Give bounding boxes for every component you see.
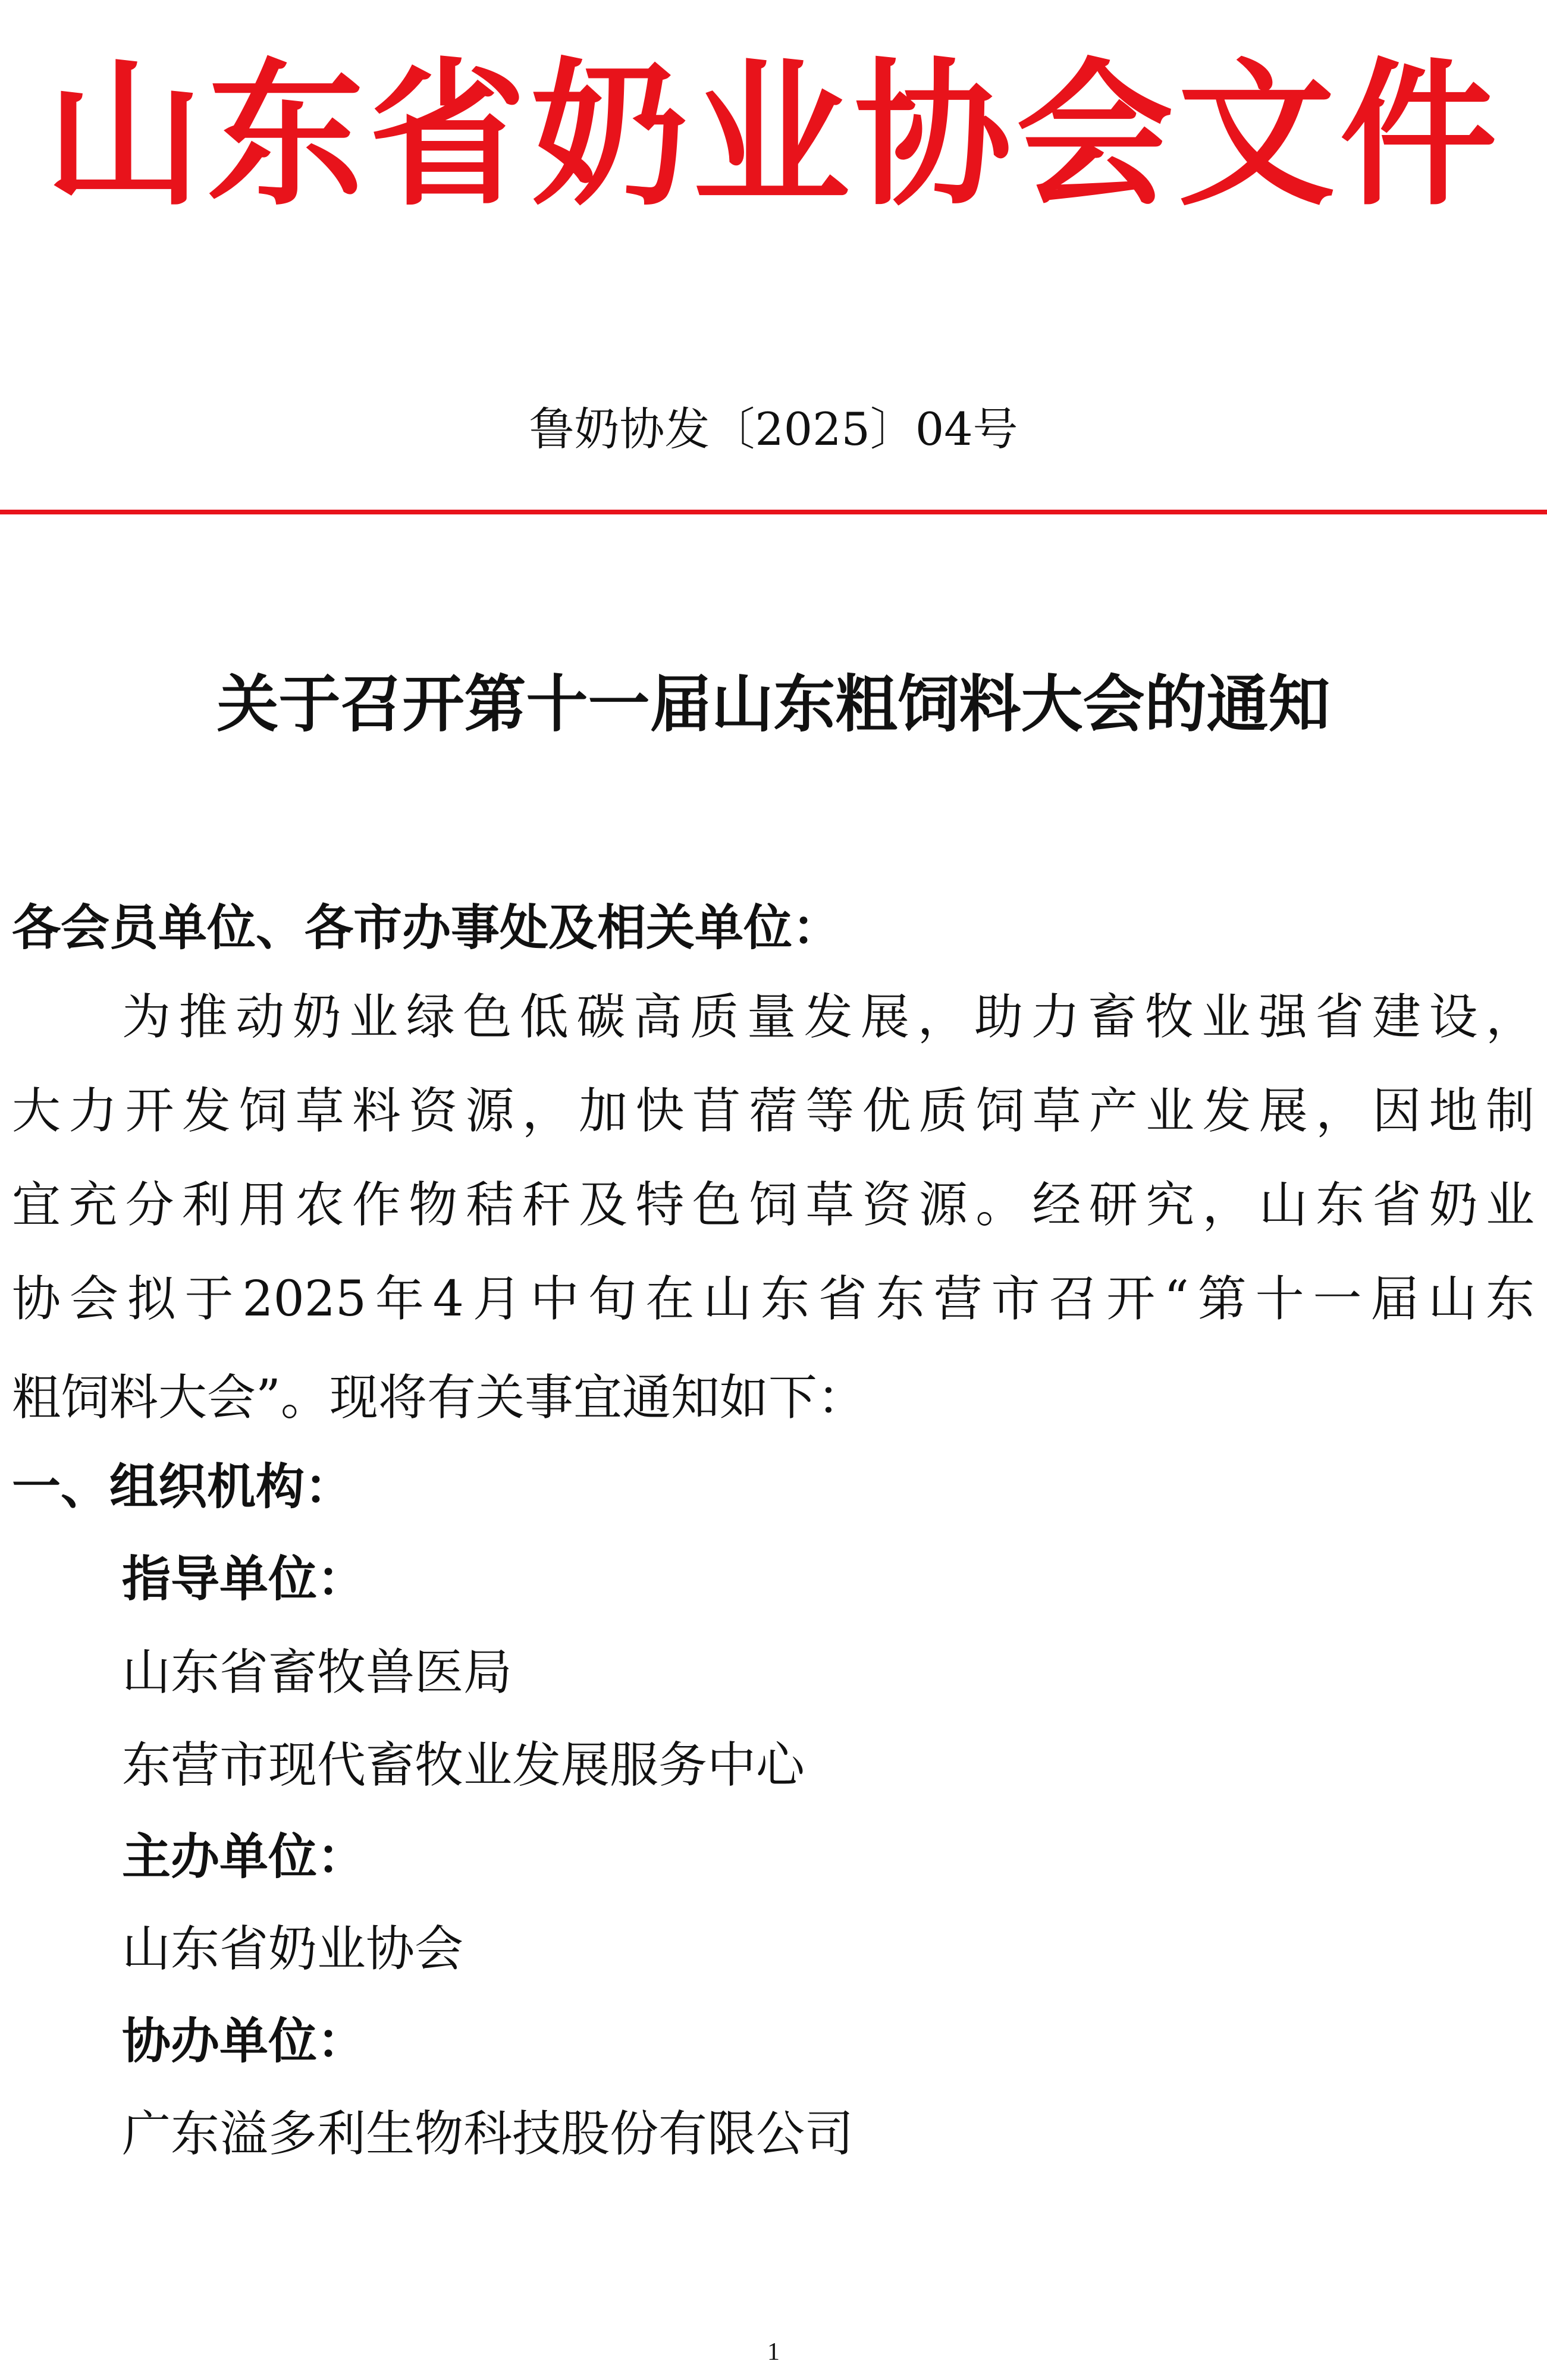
section-heading-organization: 一、组织机构： bbox=[12, 1458, 354, 1515]
salutation: 各会员单位、各市办事处及相关单位： bbox=[12, 899, 842, 956]
guidance-unit-label: 指导单位： bbox=[122, 1550, 366, 1607]
guidance-unit-2: 东营市现代畜牧业发展服务中心 bbox=[122, 1737, 805, 1794]
notice-title: 关于召开第十一届山东粗饲料大会的通知 bbox=[216, 668, 1331, 740]
document-number: 鲁奶协发〔2025〕04号 bbox=[529, 402, 1018, 456]
red-divider-line bbox=[0, 510, 1547, 514]
co-organizer-1: 广东溢多利生物科技股份有限公司 bbox=[122, 2105, 854, 2162]
body-line-5: 粗饲料大会”。现将有关事宜通知如下： bbox=[12, 1369, 866, 1426]
page-number: 1 bbox=[767, 2338, 780, 2366]
host-unit-1: 山东省奶业协会 bbox=[122, 1920, 464, 1977]
body-line-4: 协会拟于2025年4月中旬在山东省东营市召开“第十一届山东 bbox=[12, 1271, 1535, 1327]
masthead-title: 山东省奶业协会文件 bbox=[45, 43, 1502, 227]
body-line-1: 为推动奶业绿色低碳高质量发展，助力畜牧业强省建设， bbox=[122, 989, 1535, 1045]
co-organizer-label: 协办单位： bbox=[122, 2012, 366, 2070]
body-line-3: 宜充分利用农作物秸秆及特色饲草资源。经研究，山东省奶业 bbox=[12, 1177, 1535, 1233]
guidance-unit-1: 山东省畜牧兽医局 bbox=[122, 1644, 513, 1701]
host-unit-label: 主办单位： bbox=[122, 1828, 366, 1885]
body-line-2: 大力开发饲草料资源，加快苜蓿等优质饲草产业发展，因地制 bbox=[12, 1083, 1535, 1139]
